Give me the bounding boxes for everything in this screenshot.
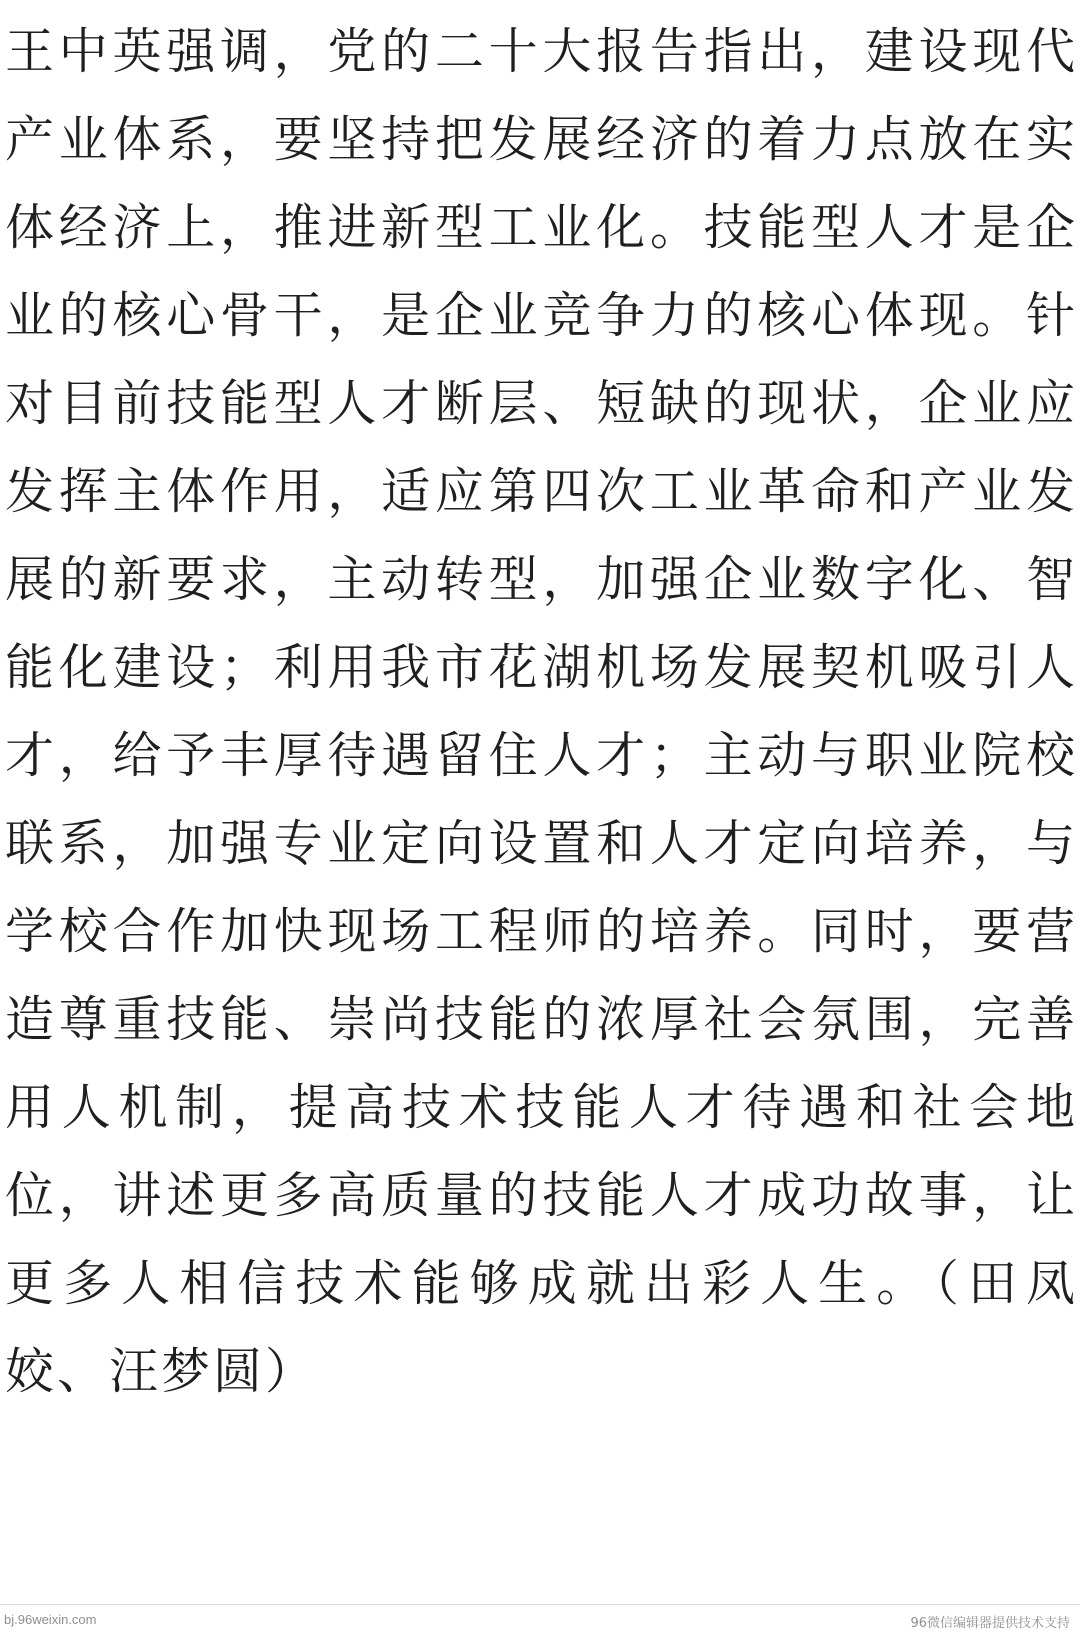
paragraph-line: 体经济上，推进新型工业化。技能型人才是企 — [5, 199, 1075, 256]
footer-bar — [0, 1604, 1080, 1638]
paragraph-line: 业的核心骨干，是企业竞争力的核心体现。针 — [5, 287, 1075, 344]
paragraph-line: 位，讲述更多高质量的技能人才成功故事，让 — [5, 1167, 1075, 1224]
paragraph-line: 造尊重技能、崇尚技能的浓厚社会氛围，完善 — [5, 991, 1075, 1048]
paragraph-line: 更多人相信技术能够成就出彩人生。（田凤 — [5, 1255, 1075, 1312]
paragraph-line-last: 姣、汪梦圆） — [5, 1343, 318, 1400]
paragraph-line: 能化建设；利用我市花湖机场发展契机吸引人 — [5, 639, 1075, 696]
paragraph-line: 对目前技能型人才断层、短缺的现状，企业应 — [5, 375, 1075, 432]
paragraph-line: 展的新要求，主动转型，加强企业数字化、智 — [5, 551, 1075, 608]
footer-source-link[interactable]: bj.96weixin.com — [4, 1612, 97, 1627]
paragraph-line: 用人机制，提高技术技能人才待遇和社会地 — [5, 1079, 1075, 1136]
paragraph-line: 联系，加强专业定向设置和人才定向培养，与 — [5, 815, 1075, 872]
footer-credit: 96微信编辑器提供技术支持 — [910, 1616, 1070, 1631]
paragraph-line: 产业体系，要坚持把发展经济的着力点放在实 — [5, 111, 1075, 168]
paragraph-line: 王中英强调，党的二十大报告指出，建设现代 — [5, 23, 1075, 80]
paragraph-line: 学校合作加快现场工程师的培养。同时，要营 — [5, 903, 1075, 960]
paragraph-line: 才，给予丰厚待遇留住人才；主动与职业院校 — [5, 727, 1075, 784]
paragraph-line: 发挥主体作用，适应第四次工业革命和产业发 — [5, 463, 1075, 520]
